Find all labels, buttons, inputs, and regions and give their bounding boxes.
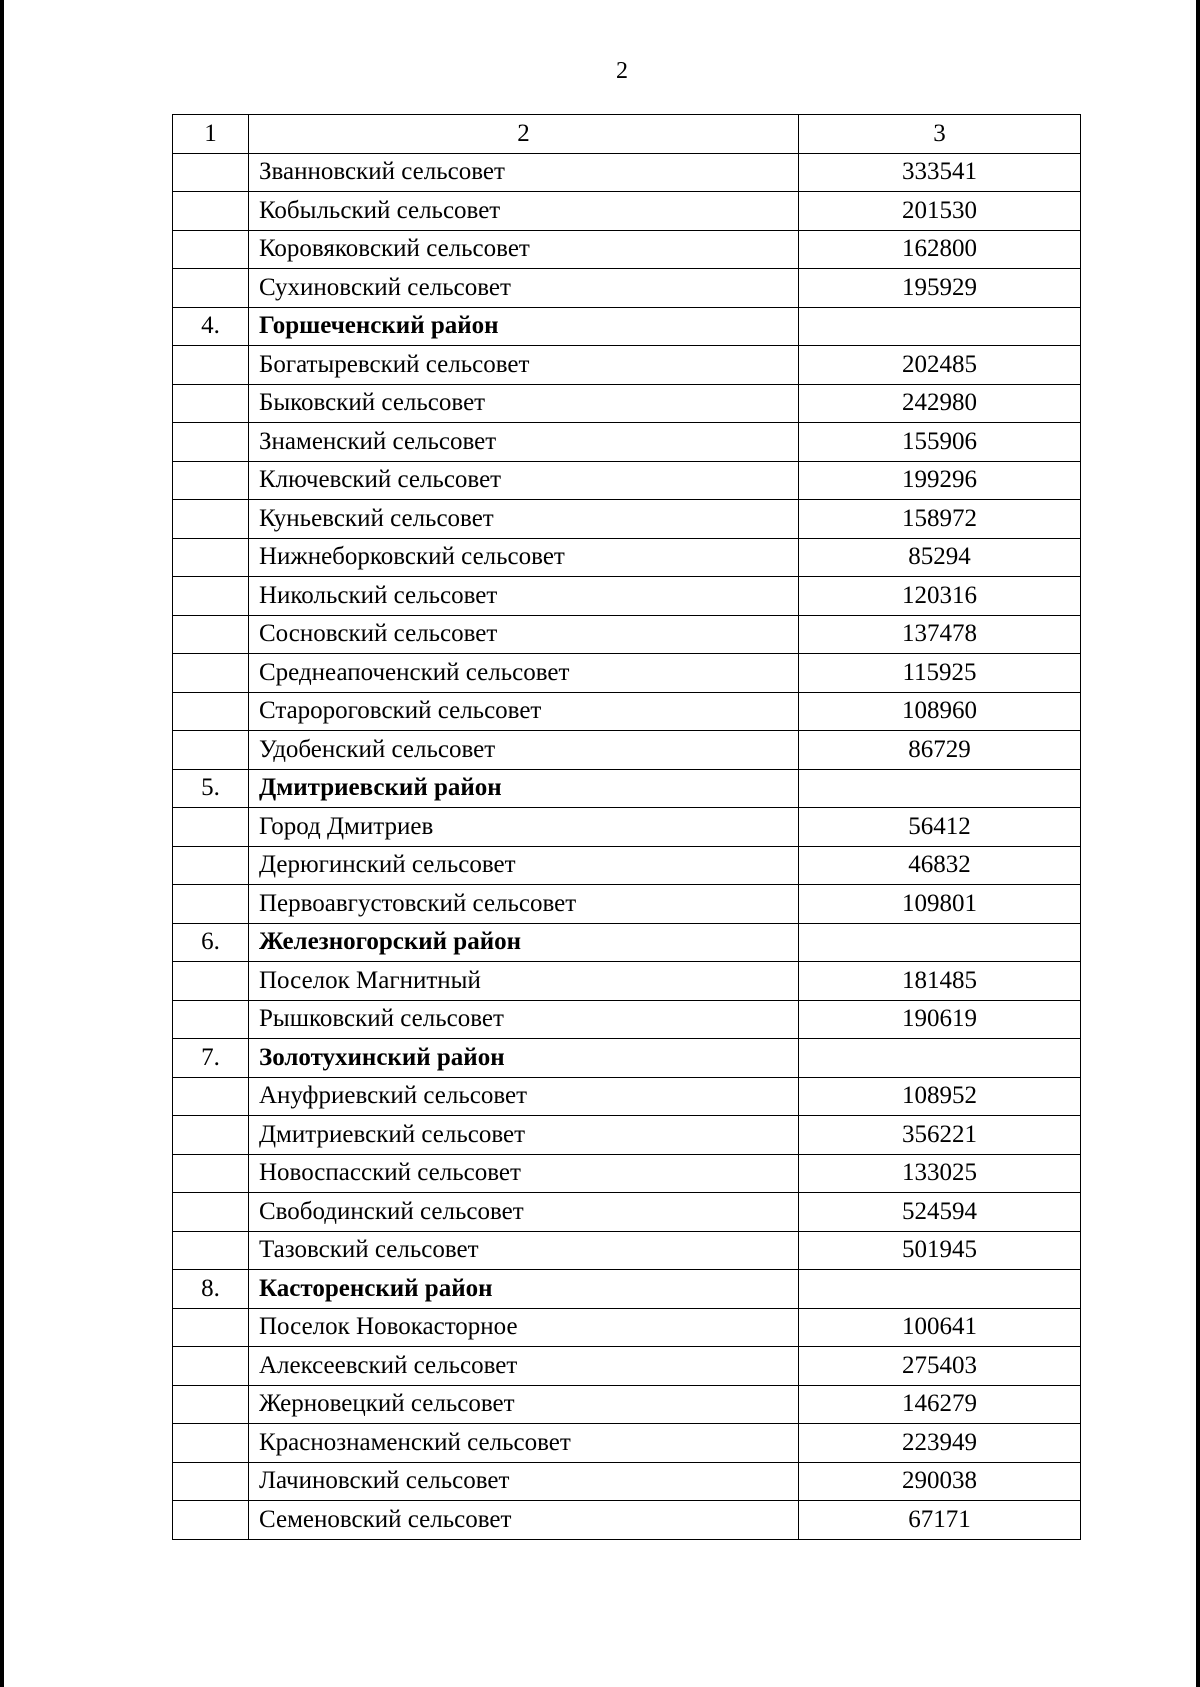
row-number-cell [173,654,249,693]
header-cell-1: 1 [173,115,249,154]
row-number-cell: 6. [173,923,249,962]
row-number-cell: 7. [173,1039,249,1078]
amount-cell: 133025 [799,1154,1081,1193]
settlement-name-cell: Свободинский сельсовет [249,1193,799,1232]
settlement-name-cell: Ключевский сельсовет [249,461,799,500]
amount-cell: 108952 [799,1077,1081,1116]
settlement-name-cell: Никольский сельсовет [249,577,799,616]
table-row [173,654,1081,693]
row-number-cell [173,885,249,924]
table-row [173,384,1081,423]
settlement-name-cell: Нижнеборковский сельсовет [249,538,799,577]
amount-cell: 108960 [799,692,1081,731]
table-row [173,538,1081,577]
row-number-cell [173,731,249,770]
settlement-name-cell: Новоспасский сельсовет [249,1154,799,1193]
row-number-cell: 4. [173,307,249,346]
settlement-name-cell: Кобыльский сельсовет [249,192,799,231]
table-row [173,230,1081,269]
table-row [173,500,1081,539]
row-number-cell [173,538,249,577]
row-number-cell [173,1501,249,1540]
amount-cell: 195929 [799,269,1081,308]
table-row [173,615,1081,654]
table-row [173,962,1081,1001]
settlement-name-cell: Среднеапоченский сельсовет [249,654,799,693]
settlement-name-cell: Краснознаменский сельсовет [249,1424,799,1463]
row-number-cell [173,1077,249,1116]
table-row [173,1000,1081,1039]
amount-cell: 86729 [799,731,1081,770]
amount-cell [799,1039,1081,1078]
settlement-name-cell: Удобенский сельсовет [249,731,799,770]
district-name-cell: Золотухинский район [249,1039,799,1078]
row-number-cell [173,1347,249,1386]
settlement-name-cell: Старороговский сельсовет [249,692,799,731]
amount-cell: 46832 [799,846,1081,885]
district-name-cell: Дмитриевский район [249,769,799,808]
table-row [173,1193,1081,1232]
row-number-cell [173,1116,249,1155]
settlement-name-cell: Жерновецкий сельсовет [249,1385,799,1424]
amount-cell: 155906 [799,423,1081,462]
row-number-cell [173,384,249,423]
row-number-cell [173,1308,249,1347]
amount-cell: 242980 [799,384,1081,423]
settlement-name-cell: Знаменский сельсовет [249,423,799,462]
amount-cell: 199296 [799,461,1081,500]
settlement-name-cell: Дерюгинский сельсовет [249,846,799,885]
settlement-name-cell: Лачиновский сельсовет [249,1462,799,1501]
page-edge-right [1196,0,1200,1687]
amount-cell: 290038 [799,1462,1081,1501]
table-header-row [173,115,1081,154]
settlement-name-cell: Дмитриевский сельсовет [249,1116,799,1155]
settlement-name-cell: Сухиновский сельсовет [249,269,799,308]
table-row [173,885,1081,924]
amount-cell: 56412 [799,808,1081,847]
row-number-cell [173,1231,249,1270]
amount-cell: 181485 [799,962,1081,1001]
settlement-name-cell: Богатыревский сельсовет [249,346,799,385]
table-row [173,846,1081,885]
settlement-name-cell: Ануфриевский сельсовет [249,1077,799,1116]
row-number-cell [173,577,249,616]
amount-cell: 137478 [799,615,1081,654]
page-edge-left [0,0,4,1687]
table-row [173,731,1081,770]
district-row [173,923,1081,962]
table-row [173,577,1081,616]
row-number-cell [173,1424,249,1463]
table-row [173,461,1081,500]
table-row [173,1154,1081,1193]
row-number-cell [173,500,249,539]
amount-cell: 202485 [799,346,1081,385]
amount-cell: 356221 [799,1116,1081,1155]
settlement-name-cell: Коровяковский сельсовет [249,230,799,269]
table-row [173,808,1081,847]
settlement-name-cell: Семеновский сельсовет [249,1501,799,1540]
district-name-cell: Железногорский район [249,923,799,962]
row-number-cell [173,346,249,385]
amount-cell: 100641 [799,1308,1081,1347]
settlement-name-cell: Рышковский сельсовет [249,1000,799,1039]
table-row [173,1077,1081,1116]
amount-cell: 109801 [799,885,1081,924]
district-name-cell: Горшеченский район [249,307,799,346]
row-number-cell [173,1000,249,1039]
amount-cell: 201530 [799,192,1081,231]
settlement-name-cell: Тазовский сельсовет [249,1231,799,1270]
table-row [173,423,1081,462]
row-number-cell: 8. [173,1270,249,1309]
amount-cell: 120316 [799,577,1081,616]
row-number-cell [173,808,249,847]
table-row [173,692,1081,731]
amount-cell: 146279 [799,1385,1081,1424]
row-number-cell [173,615,249,654]
settlement-name-cell: Сосновский сельсовет [249,615,799,654]
settlement-name-cell: Поселок Магнитный [249,962,799,1001]
table-row [173,153,1081,192]
row-number-cell [173,153,249,192]
district-row [173,1270,1081,1309]
settlement-name-cell: Куньевский сельсовет [249,500,799,539]
settlement-name-cell: Быковский сельсовет [249,384,799,423]
row-number-cell [173,846,249,885]
table-row [173,1385,1081,1424]
amount-cell: 524594 [799,1193,1081,1232]
row-number-cell [173,1193,249,1232]
district-row [173,769,1081,808]
table-row [173,1231,1081,1270]
settlement-name-cell: Первоавгустовский сельсовет [249,885,799,924]
header-cell-2: 2 [249,115,799,154]
amount-cell: 67171 [799,1501,1081,1540]
page-number: 2 [616,58,628,84]
amount-cell: 158972 [799,500,1081,539]
amount-cell [799,923,1081,962]
table-row [173,1462,1081,1501]
settlement-name-cell: Поселок Новокасторное [249,1308,799,1347]
amount-cell: 85294 [799,538,1081,577]
table-row [173,1347,1081,1386]
settlement-name-cell: Город Дмитриев [249,808,799,847]
table-row [173,1308,1081,1347]
district-row [173,307,1081,346]
settlement-name-cell: Алексеевский сельсовет [249,1347,799,1386]
row-number-cell [173,1385,249,1424]
row-number-cell [173,1462,249,1501]
row-number-cell [173,962,249,1001]
district-row [173,1039,1081,1078]
amount-cell: 275403 [799,1347,1081,1386]
amount-cell [799,307,1081,346]
amount-cell: 223949 [799,1424,1081,1463]
row-number-cell [173,192,249,231]
amount-cell: 501945 [799,1231,1081,1270]
amount-cell: 333541 [799,153,1081,192]
table-row [173,1501,1081,1540]
budget-table [172,114,1081,1540]
table-row [173,269,1081,308]
table-row [173,1424,1081,1463]
row-number-cell [173,692,249,731]
header-cell-3: 3 [799,115,1081,154]
row-number-cell [173,423,249,462]
table-body [173,115,1081,1540]
amount-cell: 115925 [799,654,1081,693]
row-number-cell: 5. [173,769,249,808]
row-number-cell [173,1154,249,1193]
amount-cell [799,1270,1081,1309]
amount-cell [799,769,1081,808]
amount-cell: 190619 [799,1000,1081,1039]
settlement-name-cell: Званновский сельсовет [249,153,799,192]
table-row [173,346,1081,385]
table-row [173,192,1081,231]
table-row [173,1116,1081,1155]
amount-cell: 162800 [799,230,1081,269]
district-name-cell: Касторенский район [249,1270,799,1309]
row-number-cell [173,269,249,308]
row-number-cell [173,230,249,269]
row-number-cell [173,461,249,500]
